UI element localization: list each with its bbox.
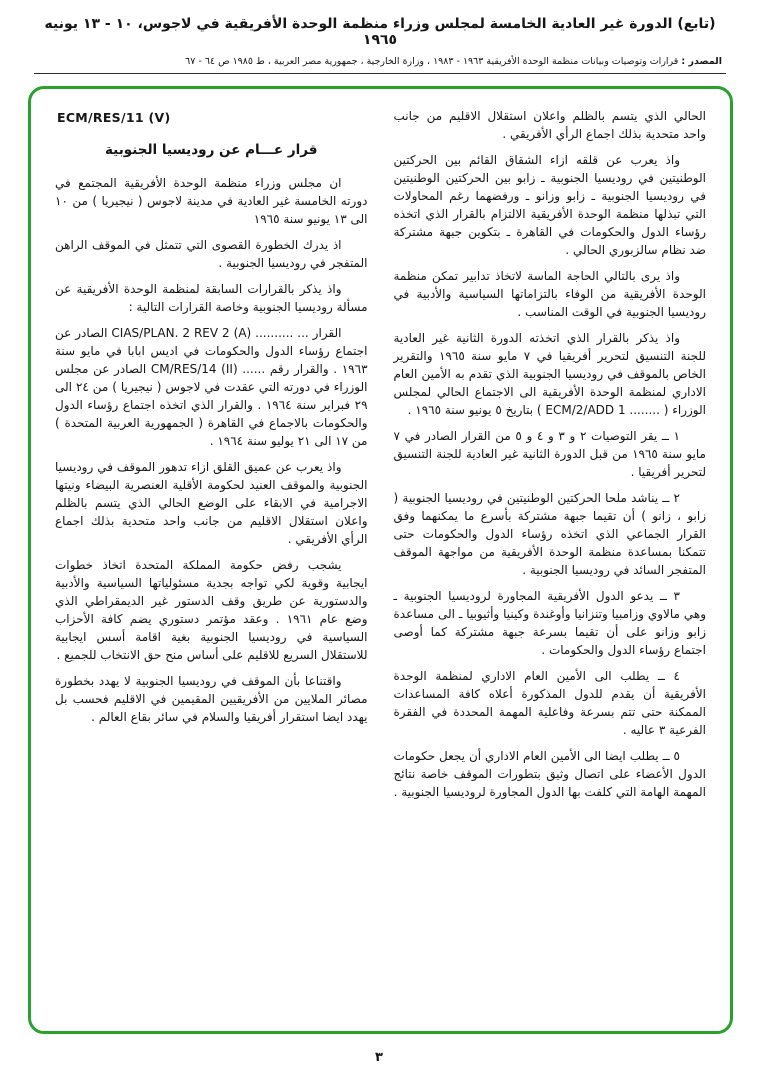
header-rule: [34, 73, 726, 74]
paragraph: واذ يذكر بالقرار الذي اتخذته الدورة الثانية غير العادية للجنة التنسيق لتحرير أفريقيا في ٧ مايو سنة ١٩٦٥ والتقرير الخاص بالموقف في روديسيا الجنوبية الذي تقدم به الأمين العام الاداري لمنظمة الوحدة الأفريقية الى الاجتماع الحالي لمجلس الوزراء ( ........ ‎ECM/2/ADD 1‎ ) بتاريخ ٥ يونيو سنة ١٩٦٥ .: [393, 331, 706, 417]
paragraph: واذ يعرب عن عميق القلق ازاء تدهور الموقف في روديسيا الجنوبية والموقف العنيد لحكومة الأقلية العنصرية البيضاء ونيتها الاجرامية في الابقاء على الوضع الحالي الذي يتسم بالظلم واعلان استقلال الاقليم من جانب واحد متحدية بذلك اجماع الرأي الأفريقي .: [55, 460, 368, 546]
paragraph: ١ ــ يقر التوصيات ٢ و ٣ و ٤ و ٥ من القرار الصادر في ٧ مايو سنة ١٩٦٥ من قبل الدورة الثانية غير العادية للجنة التنسيق لتحرير أفريقيا .: [393, 429, 706, 479]
paragraph: واذ يعرب عن قلقه ازاء الشقاق القائم بين الحركتين الوطنيتين في روديسيا الجنوبية ـ زابو بين الحركتين الوطنيتين في روديسيا الجنوبية ـ زابو وزانو ـ ورفضهما رغم المحاولات التي تبذلها منظمة الوحدة الأفريقية الالتزام بالقرار الذي اتخذه رؤساء الدول والحكومات في القاهرة ـ بتكوين جبهة مشتركة ضد نظام سالزبوري الحالي .: [393, 153, 706, 257]
paragraph: ٤ ــ يطلب الى الأمين العام الاداري لمنظمة الوحدة الأفريقية أن يقدم للدول المذكورة أعلاه كافة المساعدات الممكنة حتى تتم بسرعة وفاعلية المهمة المحددة في الفقرة الفرعية ٣ عاليه .: [393, 669, 706, 737]
column-left-paragraphs: [55, 174, 368, 726]
paragraph: واذ يذكر بالقرارات السابقة لمنظمة الوحدة الأفريقية عن مسألة روديسيا الجنوبية وخاصة القرارات التالية :: [55, 282, 368, 314]
paragraph: ٣ ــ يدعو الدول الأفريقية المجاورة لروديسيا الجنوبية ـ وهي مالاوي وزامبيا وتنزانيا وأوغندة وكينيا وأثيوبيا ـ الى مساعدة زابو وزانو على أن تقيما بسرعة جبهة مشتركة كما أوصى اجتماع رؤساء الدول والحكومات .: [393, 589, 706, 657]
source-text: قرارات وتوصيات وبيانات منظمة الوحدة الأفريقية ١٩٦٣ - ١٩٨٣ ، وزارة الخارجية ، جمهورية مصر العربية ، ط ١٩٨٥ ص ٦٤ - ٦٧: [185, 56, 679, 67]
resolution-title: قرار عـــام عن روديسيا الجنوبية: [105, 141, 318, 158]
paragraph: القرار ... .......... ‎CIAS/PLAN. 2 REV 2 (A)‎ الصادر عن اجتماع رؤساء الدول والحكومات في اديس ابابا في مايو سنة ١٩٦٣ . والقرار رقم ...... ‎CM/RES/14 (II)‎ الصادر عن مجلس الوزراء في دورته التي عقدت في لاجوس ( نيجيريا ) من ٢٤ الى ٢٩ فبراير سنة ١٩٦٤ . والقرار الذي اتخذه اجتماع رؤساء الدول والحكومات بالاجماع في القاهرة ( الجمهورية العربية المتحدة ) من ١٧ الى ٢١ يوليو سنة ١٩٦٤ .: [55, 326, 368, 448]
resolution-ref: ECM/RES/11 (V): [57, 110, 171, 125]
column-right: [394, 107, 707, 1017]
paragraph: الحالي الذي يتسم بالظلم واعلان استقلال الاقليم من جانب واحد متحدية بذلك اجماع الرأي الأفريقي .: [393, 109, 706, 141]
paragraph: واقتناعا بأن الموقف في روديسيا الجنوبية لا يهدد بخطورة مصائر الملايين من الأفريقيين المقيمين في الاقليم فحسب بل يهدد ايضا استقرار أفريقيا والسلام في سائر بقاع العالم .: [55, 674, 368, 724]
source-line: [30, 56, 730, 68]
paragraph: ان مجلس وزراء منظمة الوحدة الأفريقية المجتمع في دورته الخامسة غير العادية في مدينة لاجوس ( نيجيريا ) من ١٠ الى ١٣ يونيو سنة ١٩٦٥: [55, 176, 368, 226]
source-label: المصدر :: [681, 56, 722, 67]
page-number: ٣: [375, 1050, 383, 1065]
content-columns: [55, 107, 706, 1017]
column-left: [55, 107, 368, 1017]
paragraph: ٢ ــ يناشد ملحا الحركتين الوطنيتين في روديسيا الجنوبية ( زابو ، زانو ) أن تقيما جبهة مشتركة بأسرع ما يمكنهما وفق القرار الجماعي الذي اتخذه رؤساء الدول والحكومات حتى تتمكنا بمساعدة منظمة الوحدة الأفريقية من مواجهة الموقف المتفجر السائد في روديسيا الجنوبية .: [393, 491, 706, 577]
header-title: (تابع) الدورة غير العادية الخامسة لمجلس وزراء منظمة الوحدة الأفريقية في لاجوس، ١٠ - ١٣ يونيه ١٩٦٥: [44, 16, 716, 48]
paragraph: واذ يرى بالتالي الحاجة الماسة لاتخاذ تدابير تمكن منظمة الوحدة الأفريقية من الوفاء بالتزاماتها السياسية والأدبية في روديسيا الجنوبية في الوقت المناسب .: [393, 269, 706, 319]
paragraph: اذ يدرك الخطورة القصوى التي تتمثل في الموقف الراهن المتفجر في روديسيا الجنوبية .: [55, 238, 368, 270]
page-frame: [28, 86, 733, 1034]
paragraph: ٥ ــ يطلب ايضا الى الأمين العام الاداري أن يجعل حكومات الدول الأعضاء على اتصال وثيق بتطورات الموقف خاصة نتائج المهمة الهامة التي كلفت بها الدول المجاورة لروديسيا الجنوبية .: [393, 749, 706, 799]
page-header: [30, 16, 730, 74]
paragraph: يشجب رفض حكومة المملكة المتحدة اتخاذ خطوات ايجابية وقوية لكي تواجه بجدية مسئولياتها السياسية والأدبية والدستورية عن طريق وقف الدستور غير الديمقراطي الذي وضع عام ١٩٦١ . وعقد مؤتمر دستوري يضم كافة الأحزاب السياسية في روديسيا الجنوبية بغية اقامة أسس ايجابية للاستقلال السريع للاقليم على أساس منح حق الانتخاب للجميع .: [55, 558, 368, 662]
